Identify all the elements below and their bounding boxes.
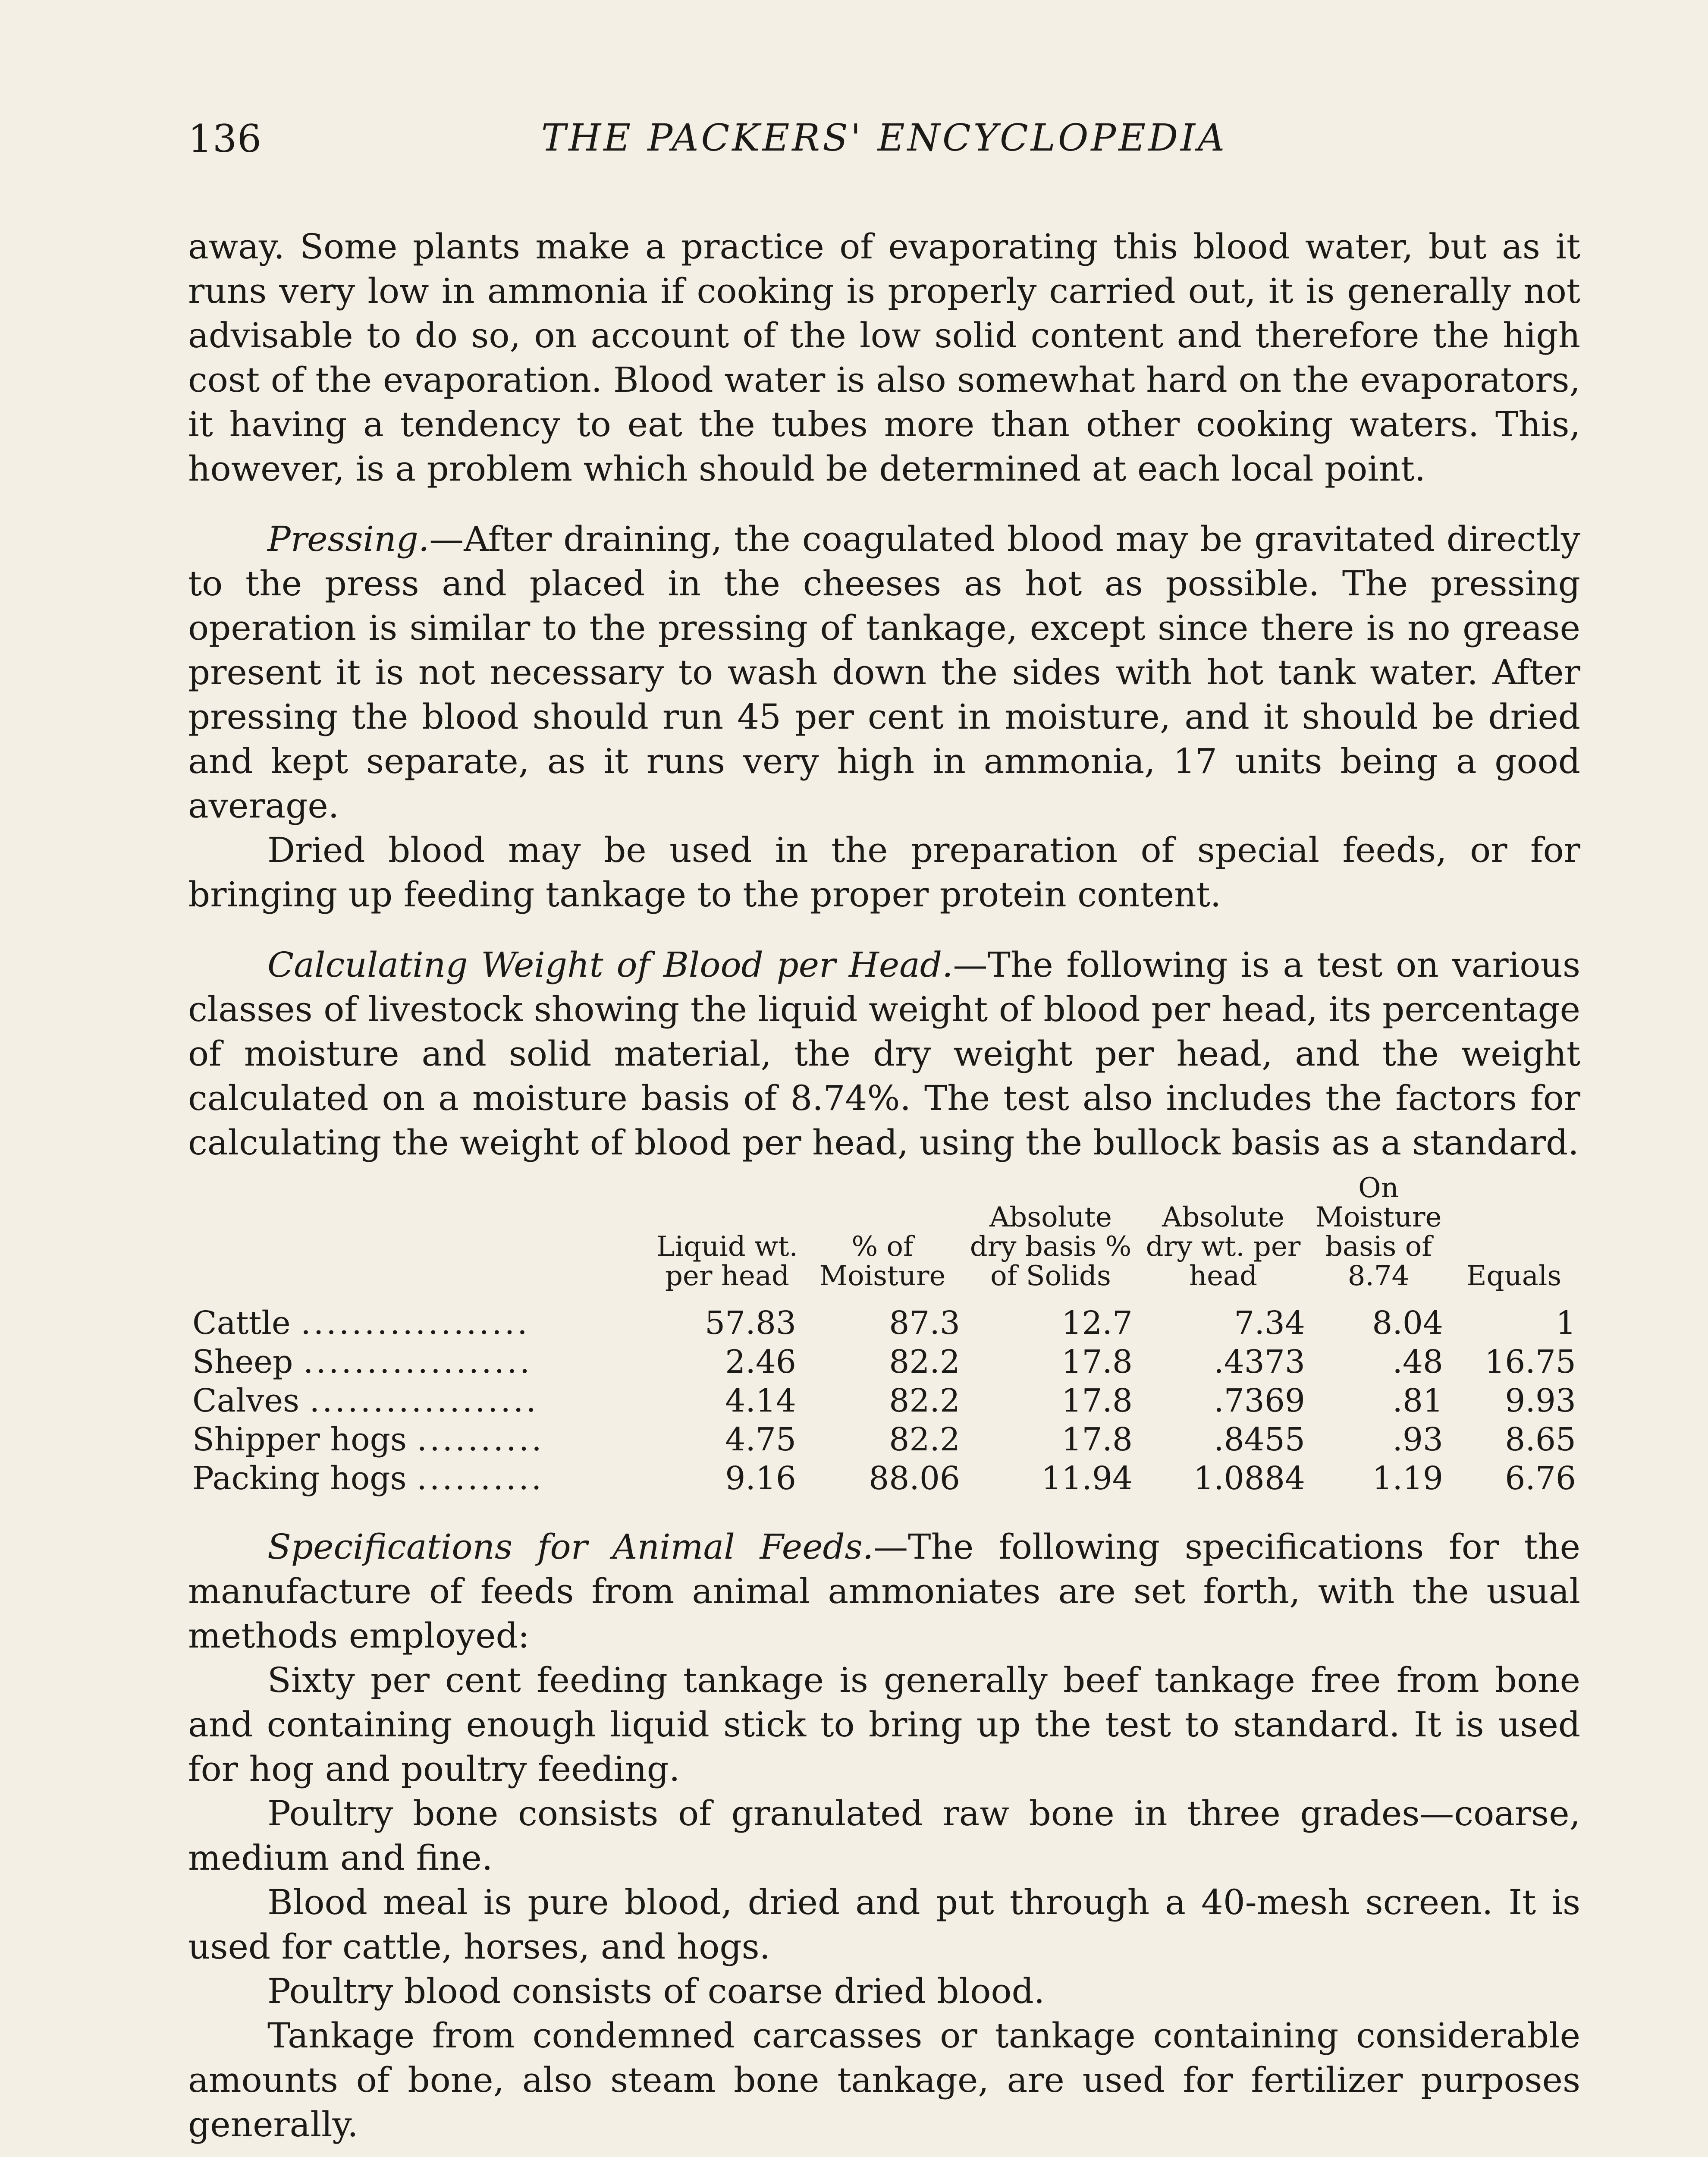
cell-equals: 8.65 (1505, 1421, 1576, 1458)
cell-moist-basis: .81 (1392, 1382, 1443, 1419)
paragraph-dried-blood: Dried blood may be used in the preparation of special feeds, or for bringing up feeding tankage to the proper protein content. (188, 830, 1580, 915)
row-label: Calves (192, 1382, 299, 1419)
table-row (188, 1343, 1580, 1381)
table-header-row (188, 1173, 1580, 1304)
cell-liquid: 4.75 (725, 1421, 796, 1458)
paragraph-poultry-blood: Poultry blood consists of coarse dried blood. (267, 1971, 1045, 2011)
page-body (188, 224, 1580, 2157)
paragraph-calculating (188, 943, 1580, 1165)
header-moisture: % of Moisture (819, 1231, 946, 1292)
page-header (188, 116, 1580, 173)
running-title: THE PACKERS' ENCYCLOPEDIA (541, 116, 1228, 160)
row-label: Packing hogs (192, 1460, 407, 1497)
calculating-heading: Calculating Weight of Blood per Head. (267, 945, 953, 985)
cell-moisture: 82.2 (889, 1343, 960, 1380)
cell-moisture: 82.2 (889, 1382, 960, 1419)
paragraph-sixty-per-cent: Sixty per cent feeding tankage is generally beef tankage free from bone and containing enough liquid stick to bring up the test to standard. It is used for hog and poultry feeding. (188, 1660, 1580, 1789)
cell-equals: 1 (1555, 1305, 1576, 1342)
dot-leader: .................. (303, 1343, 533, 1380)
paragraph-pressing (188, 517, 1580, 828)
table-row (188, 1420, 1580, 1459)
cell-liquid: 4.14 (725, 1382, 796, 1419)
cell-moist-basis: 8.04 (1372, 1305, 1443, 1342)
cell-moist-basis: 1.19 (1372, 1460, 1443, 1497)
cell-moisture: 82.2 (889, 1421, 960, 1458)
cell-moist-basis: .48 (1392, 1343, 1443, 1380)
pressing-heading: Pressing. (267, 519, 430, 559)
cell-moisture: 88.06 (869, 1460, 960, 1497)
calculating-text: —The following is a test on various classes of livestock showing the liquid weight of blood per head, its percentage of moisture and solid material, the dry weight per head, and the weight calculated on a moisture basis of 8.74%. The test also includes the factors for calculating the weight of blood per head, using the bullock basis as a standard. (188, 945, 1580, 1163)
blood-per-head-table (188, 1173, 1580, 1498)
dot-leader: .................. (301, 1305, 530, 1342)
cell-equals: 6.76 (1505, 1460, 1576, 1497)
header-liquid-wt: Liquid wt. per head (656, 1231, 798, 1292)
header-abs-dry-basis: Absolute dry basis % of Solids (970, 1201, 1132, 1292)
page-number: 136 (188, 116, 262, 161)
paragraph-poultry-bone: Poultry bone consists of granulated raw bone in three grades—coarse, medium and fine. (188, 1793, 1580, 1878)
cell-solids: 17.8 (1061, 1382, 1133, 1419)
cell-dry-wt: .4373 (1214, 1343, 1305, 1380)
cell-liquid: 9.16 (725, 1460, 796, 1497)
paragraph-blood-meal: Blood meal is pure blood, dried and put through a 40-mesh screen. It is used for cattle, horses, and hogs. (188, 1882, 1580, 1967)
dot-leader: .................. (309, 1382, 539, 1419)
cell-liquid: 57.83 (705, 1305, 796, 1342)
table-row (188, 1459, 1580, 1498)
paragraph-blood-water: away. Some plants make a practice of evaporating this blood water, but as it runs very low in ammonia if cooking is properly carried out, it is generally not advisable to do so, on account of the low solid content and therefore the high cost of the evaporation. Blood water is also somewhat hard on the evaporators, it having a tendency to eat the tubes more than other cooking waters. This, however, is a problem which should be determined at each local point. (188, 226, 1580, 489)
cell-liquid: 2.46 (725, 1343, 796, 1380)
specifications-text: —The following specifications for the manufacture of feeds from animal ammoniates are set forth, with the usual methods employed: (188, 1527, 1580, 1656)
paragraph-tankage: Tankage from condemned carcasses or tankage containing considerable amounts of bone, also steam bone tankage, are used for fertilizer purposes generally. (188, 2016, 1580, 2144)
header-on-moisture: On Moisture basis of 8.74 (1315, 1172, 1442, 1292)
cell-dry-wt: .7369 (1214, 1382, 1305, 1419)
cell-solids: 11.94 (1041, 1460, 1133, 1497)
cell-dry-wt: 1.0884 (1193, 1460, 1305, 1497)
cell-solids: 12.7 (1061, 1305, 1133, 1342)
specifications-heading: Specifications for Animal Feeds. (267, 1527, 874, 1567)
cell-moisture: 87.3 (889, 1305, 960, 1342)
header-livestock (188, 1173, 654, 1304)
table-row (188, 1304, 1580, 1343)
row-label: Shipper hogs (192, 1421, 407, 1458)
cell-equals: 16.75 (1485, 1343, 1576, 1380)
dot-leader: .......... (417, 1421, 544, 1458)
cell-equals: 9.93 (1505, 1382, 1576, 1419)
cell-solids: 17.8 (1061, 1421, 1133, 1458)
cell-solids: 17.8 (1061, 1343, 1133, 1380)
dot-leader: .......... (417, 1460, 544, 1497)
cell-dry-wt: .8455 (1214, 1421, 1305, 1458)
cell-dry-wt: 7.34 (1234, 1305, 1305, 1342)
row-label: Sheep (192, 1343, 293, 1380)
cell-moist-basis: .93 (1392, 1421, 1443, 1458)
row-label: Cattle (192, 1305, 291, 1342)
pressing-text: —After draining, the coagulated blood may be gravitated directly to the press and placed in the cheeses as hot as possible. The pressing operation is similar to the pressing of tankage, except since there is no grease present it is not necessary to wash down the sides with hot tank water. After pressing the blood should run 45 per cent in moisture, and it should be dried and kept separate, as it runs very high in ammonia, 17 units being a good average. (188, 519, 1580, 826)
paragraph-specifications (188, 1525, 1580, 1658)
header-equals: Equals (1466, 1260, 1562, 1292)
table-row (188, 1381, 1580, 1420)
header-abs-dry-wt: Absolute dry wt. per head (1146, 1201, 1301, 1292)
